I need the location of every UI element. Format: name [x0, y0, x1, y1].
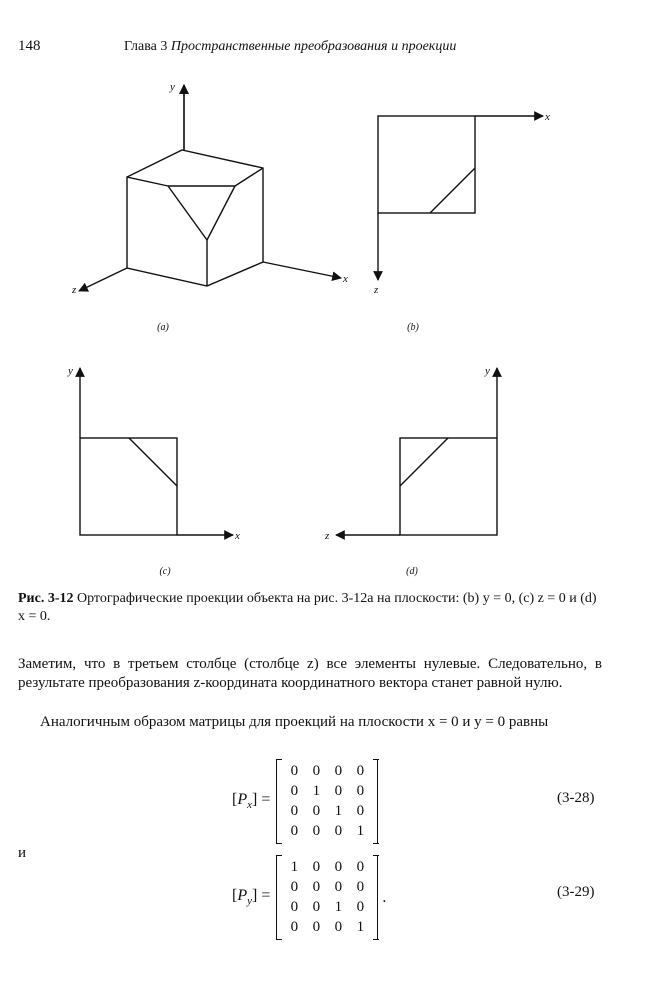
- equation-period: .: [382, 888, 387, 906]
- chapter-title: Пространственные преобразования и проекции: [170, 39, 457, 54]
- paragraph-2: Аналогичным образом матрицы для проекций на плоскости x = 0 и y = 0 равны: [40, 714, 549, 730]
- matrix-cell: 1: [312, 783, 321, 799]
- matrix-cell: 0: [356, 763, 365, 779]
- page-number: 148: [18, 38, 41, 54]
- matrix-cell: 1: [356, 919, 365, 935]
- equation-lhs: $[P_x]$ =: [232, 791, 271, 812]
- matrix-cell: 0: [356, 879, 365, 895]
- matrix-cell: 1: [356, 823, 365, 839]
- panel-label-c: (c): [159, 566, 171, 577]
- axis-label-x-c: x: [235, 530, 240, 542]
- matrix-cell: 0: [334, 919, 343, 935]
- matrix-cell: 0: [290, 783, 299, 799]
- square-b: [378, 116, 475, 213]
- matrix-cell: 0: [290, 879, 299, 895]
- matrix-cell: 0: [312, 763, 321, 779]
- equation-number: (3-28): [557, 790, 595, 806]
- equation-lhs: $[P_y]$ =: [232, 887, 271, 908]
- square-d: [400, 438, 497, 535]
- panel-label-d: (d): [406, 566, 418, 577]
- equation-3-28: [232, 760, 378, 843]
- matrix-cell: 1: [290, 859, 299, 875]
- matrix-cell: 0: [290, 823, 299, 839]
- chapter-label: Глава 3: [124, 39, 168, 54]
- matrix-cell: 0: [290, 899, 299, 915]
- axis-label-z-a: z: [72, 284, 77, 296]
- matrix-cell: 0: [312, 879, 321, 895]
- matrix-cell: 1: [334, 803, 343, 819]
- matrix-cell: 0: [334, 859, 343, 875]
- axis-label-z-b: z: [374, 284, 379, 296]
- matrix-cell: 0: [334, 763, 343, 779]
- matrix-cell: 0: [290, 919, 299, 935]
- matrix-cell: 0: [356, 899, 365, 915]
- panel-d-drawing: [336, 368, 497, 535]
- axis-label-z-d: z: [325, 530, 330, 542]
- paragraph-1: Заметим, что в третьем столбце (столбце z) все элементы нулевые. Следовательно, в результате преобразования z-координата координатного вектора станет равной нулю.: [18, 656, 602, 691]
- axis-label-y-a: y: [170, 81, 175, 93]
- axis-label-x-b: x: [545, 111, 550, 123]
- matrix-py: [276, 856, 378, 939]
- square-c: [80, 438, 177, 535]
- panel-label-a: (a): [157, 322, 169, 333]
- equation-number: (3-29): [557, 884, 595, 900]
- matrix-cell: 0: [334, 823, 343, 839]
- axis-label-y-d: y: [485, 365, 490, 377]
- z-axis-a: [79, 268, 127, 291]
- matrix-cell: 0: [334, 879, 343, 895]
- panel-c-drawing: [80, 368, 233, 535]
- matrix-cell: 0: [312, 859, 321, 875]
- panel-b-drawing: [378, 116, 543, 280]
- matrix-cell: 0: [356, 859, 365, 875]
- panel-a-drawing: [79, 85, 341, 291]
- matrix-px: [276, 760, 378, 843]
- matrix-cell: 0: [312, 803, 321, 819]
- matrix-cell: 0: [356, 783, 365, 799]
- matrix-cell: 0: [356, 803, 365, 819]
- matrix-cell: 0: [334, 783, 343, 799]
- matrix-cell: 0: [312, 899, 321, 915]
- axis-label-y-c: y: [68, 365, 73, 377]
- matrix-cell: 0: [312, 823, 321, 839]
- panel-label-b: (b): [407, 322, 419, 333]
- caption-text: Ортографические проекции объекта на рис. 3-12a на плоскости: (b) y = 0, (c) z = 0 и (d) x = 0.: [18, 591, 597, 624]
- cube-outline: [127, 150, 263, 286]
- axis-label-x-a: x: [343, 273, 348, 285]
- matrix-cell: 0: [290, 763, 299, 779]
- matrix-cell: 1: [334, 899, 343, 915]
- figure-caption: [18, 590, 602, 626]
- matrix-cell: 0: [312, 919, 321, 935]
- x-axis-a: [263, 262, 341, 278]
- caption-label: Рис. 3-12: [18, 591, 74, 606]
- matrix-cell: 0: [290, 803, 299, 819]
- conjunction: и: [18, 845, 27, 861]
- equation-3-29: [232, 856, 386, 939]
